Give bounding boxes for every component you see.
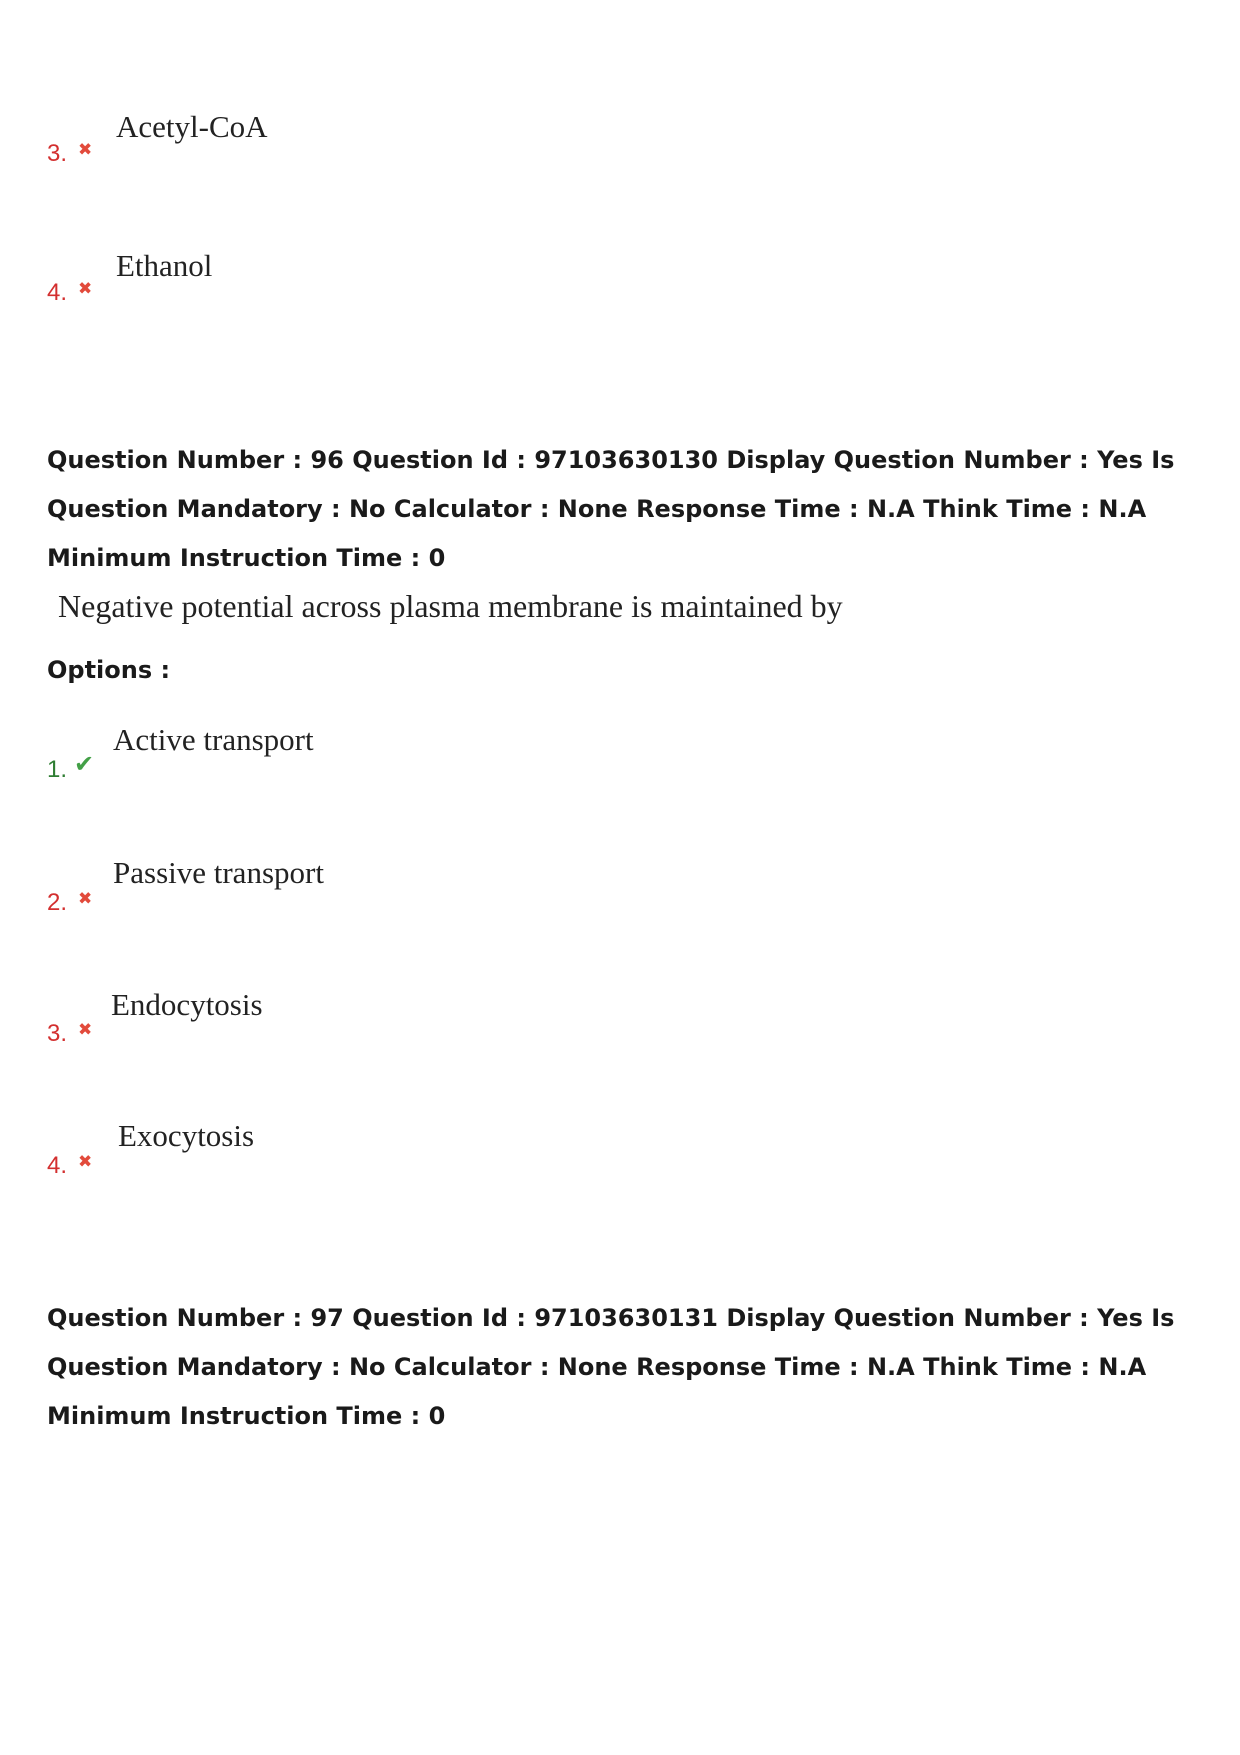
question-text: Negative potential across plasma membrane is maintained by [58, 588, 843, 624]
option-number: 3. [47, 140, 68, 167]
option-4 [47, 1118, 647, 1188]
cross-icon: ✖ [78, 140, 93, 160]
option-3 [47, 987, 647, 1056]
options-label: Options : [47, 656, 171, 684]
cross-icon: ✖ [78, 279, 93, 299]
cross-icon: ✖ [78, 1020, 93, 1040]
option-text: Active transport [113, 722, 314, 757]
option-text: Passive transport [113, 855, 324, 890]
option-text: Endocytosis [111, 987, 263, 1022]
option-number: 3. [47, 1020, 68, 1047]
option-number: 1. [47, 756, 68, 783]
option-number: 2. [47, 889, 68, 916]
option-text: Exocytosis [118, 1118, 255, 1153]
question-meta-96: Question Number : 96 Question Id : 97103630130 Display Question Number : Yes Is Question Mandatory : No Calculator : None Response Time : N.A Think Time : N.A Minimum Instruction Time : 0 [47, 446, 1175, 572]
cross-icon: ✖ [78, 889, 93, 909]
prev-option-4 [47, 248, 647, 315]
option-text: Acetyl-CoA [116, 109, 268, 144]
option-2 [47, 855, 647, 925]
option-text: Ethanol [116, 248, 213, 283]
option-1 [47, 722, 647, 792]
check-icon: ✔ [74, 750, 95, 778]
option-number: 4. [47, 1152, 68, 1179]
question-meta-97: Question Number : 97 Question Id : 97103630131 Display Question Number : Yes Is Question Mandatory : No Calculator : None Response Time : N.A Think Time : N.A Minimum Instruction Time : 0 [47, 1304, 1175, 1430]
prev-option-3 [47, 109, 647, 176]
cross-icon: ✖ [78, 1152, 93, 1172]
option-number: 4. [47, 279, 68, 306]
